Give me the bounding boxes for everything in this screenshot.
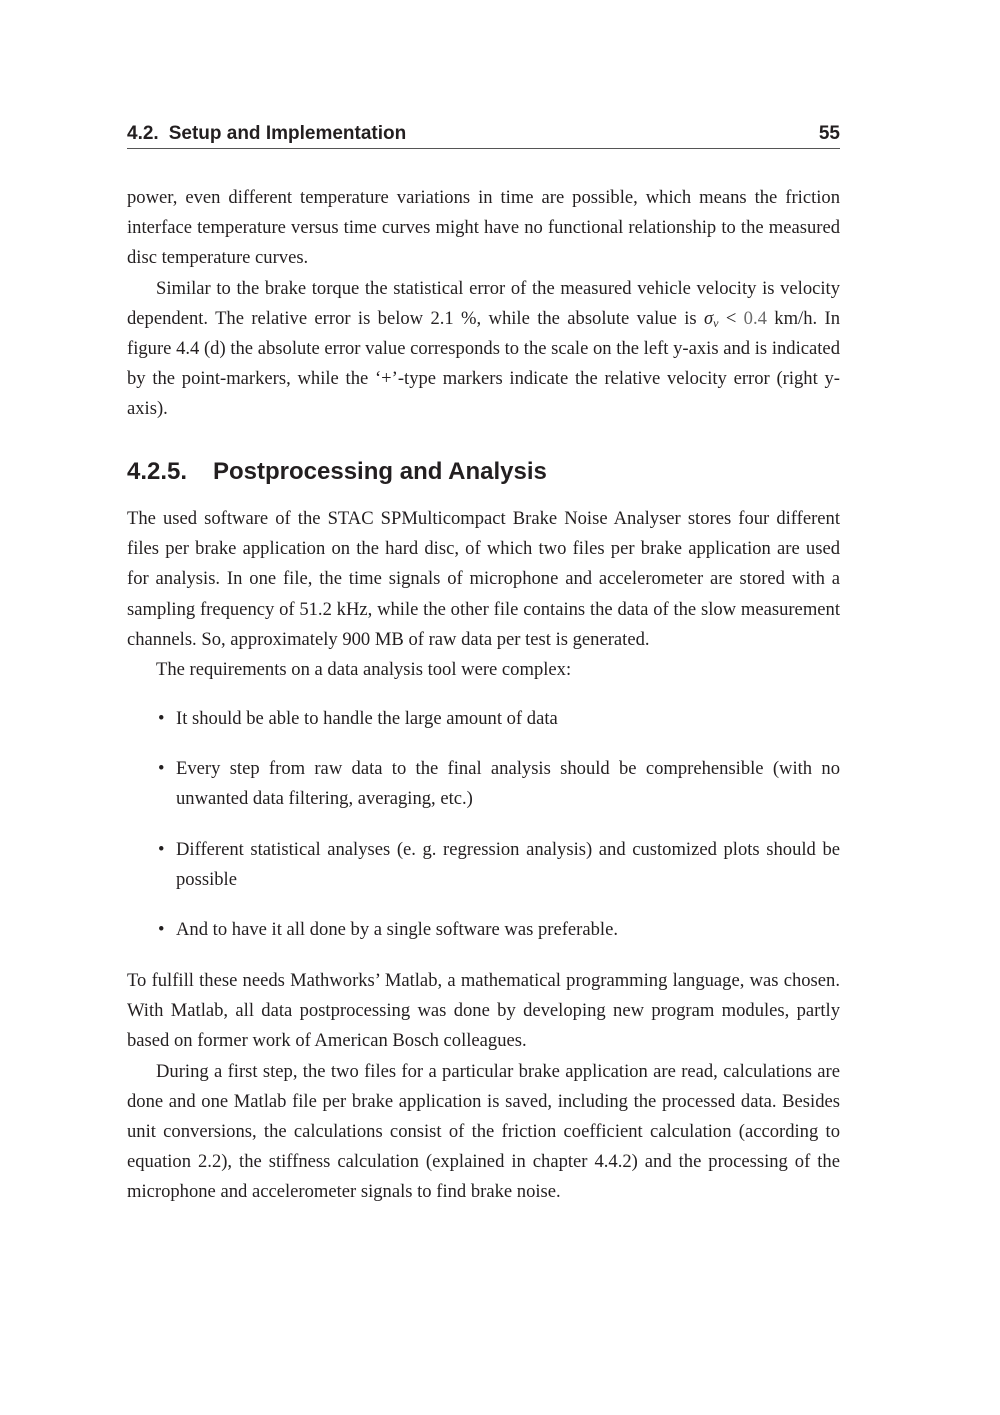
page-number: 55 bbox=[818, 123, 840, 144]
math-sigma bbox=[704, 308, 719, 329]
list-item-text: Every step from raw data to the final analysis should be comprehensible (with no unwanted data filtering, averaging, etc.) bbox=[176, 758, 840, 810]
text-block-middle bbox=[127, 504, 840, 685]
section-heading-title: Postprocessing and Analysis bbox=[213, 458, 547, 485]
paragraph: During a first step, the two files for a particular brake application are read, calculations are done and one Matlab file per brake application is saved, including the processed data. Besides unit conversions, the calculations consist of the friction coefficient calculation (according to equation 2.2), the stiffness calculation (explained in chapter 4.4.2) and the processing of the microphone and accelerometer signals to find brake noise. bbox=[127, 1060, 840, 1203]
bullet-marker: • bbox=[158, 708, 165, 729]
list-item bbox=[127, 915, 840, 945]
section-heading bbox=[127, 456, 547, 488]
header-section-number: 4.2. bbox=[127, 123, 159, 144]
bullet-marker: • bbox=[158, 758, 165, 780]
text-block-top bbox=[127, 183, 840, 425]
running-header bbox=[127, 121, 840, 149]
requirements-list bbox=[127, 704, 840, 965]
list-item-text: It should be able to handle the large amount of data bbox=[176, 708, 558, 729]
text-block-bottom bbox=[127, 966, 840, 1208]
paragraph-velocity-error bbox=[127, 274, 840, 425]
list-item bbox=[127, 835, 840, 895]
paragraph-text: km/h. In figure 4.4 (d) the absolute error value corresponds to the scale on the left y-axis and is indicated by the point-markers, while the ‘+’-type markers indicate the relative velocity error (right y-axis). bbox=[127, 307, 840, 420]
paragraph: To fulfill these needs Mathworks’ Matlab, a mathematical programming language, was chosen. With Matlab, all data postprocessing was done by developing new program modules, partly based on former work of American Bosch colleagues. bbox=[127, 970, 840, 1052]
paragraph: The used software of the STAC SPMulticompact Brake Noise Analyser stores four different files per brake application on the hard disc, of which two files per brake application are used for analysis. In one file, the time signals of microphone and accelerometer are stored with a sampling frequency of 51.2 kHz, while the other file contains the data of the slow measurement channels. So, approximately 900 MB of raw data per test is generated. bbox=[127, 508, 840, 650]
list-item bbox=[127, 754, 840, 814]
list-item bbox=[127, 704, 840, 734]
math-symbol: σ bbox=[703, 307, 714, 329]
math-value: 0.4 bbox=[743, 307, 767, 329]
header-section-title: Setup and Implementation bbox=[168, 123, 407, 144]
paragraph: power, even different temperature variations in time are possible, which means the friction interface temperature versus time curves might have no functional relationship to the measured disc temperature curves. bbox=[127, 187, 840, 269]
bullet-marker: • bbox=[158, 919, 165, 941]
paragraph: The requirements on a data analysis tool were complex: bbox=[156, 659, 572, 681]
math-subscript: v bbox=[713, 315, 719, 330]
list-item-text: Different statistical analyses (e. g. regression analysis) and customized plots should be possible bbox=[176, 838, 840, 890]
section-heading-number: 4.2.5. bbox=[127, 458, 188, 485]
paragraph-text: Similar to the brake torque the statistical error of the measured vehicle velocity is velocity dependent. The relative error is below 2.1 %, while the absolute value is bbox=[127, 277, 840, 329]
math-relation: < bbox=[718, 307, 744, 329]
bullet-marker: • bbox=[158, 838, 165, 860]
list-item-text: And to have it all done by a single software was preferable. bbox=[176, 919, 618, 941]
